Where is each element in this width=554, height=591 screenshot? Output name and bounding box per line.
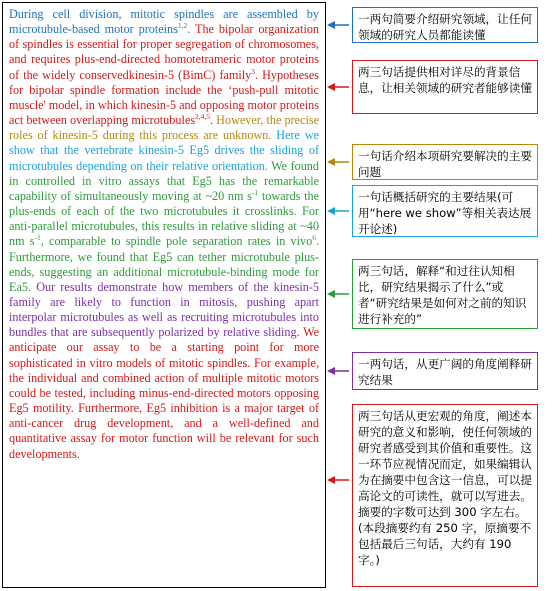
segment-comparison: We found in controlled in vitro assays that Eg5 has the remarkable capability of simultaneously moving at ~20 nm $s^{-1}$ towards the plus-ends of each of the two microtubules it crosslinks. For anti-parallel microtubules, this results in relative sliding at ~40 nm $s^{-1}$, comparable to spindle pole separation rates in vivo$^6$. Furthermore, we found that Eg5 can tether microtubule plus-ends, suggesting an additional microtubule-binding mode for Ea5. bbox=[9, 158, 319, 294]
segment-problem: However, the precise roles of kinesin-5 during this process are unknown. bbox=[9, 113, 320, 143]
segment-main-result: Here we show that the vertebrate kinesin-5 Eg5 drives the sliding of microtubules depending on their relative orientation. bbox=[9, 128, 320, 173]
segment-field-intro: During cell division, mitotic spindles are assembled by microtubule-based motor proteins$^{1,2}$. bbox=[9, 7, 319, 37]
abstract-text-box bbox=[2, 2, 326, 588]
segment-significance: We anticipate our assay to be a starting point for more sophisticated in vitro models of mitotic spindles. For example, the individual and combined action of multiple mitotic motors could be tested, including minus-end-directed motors opposing Eg5 motility. Furthermore, Eg5 inhibition is a major target of anti-cancer drug development, and a well-defined and quantitative assay for motor function will be relevant for such developments. bbox=[9, 325, 319, 461]
note-problem: 一句话介绍本项研究要解决的主要问题 bbox=[352, 144, 538, 180]
segment-background: The bipolar organization of spindles is essential for proper segregation of chromosomes, and requires plus-end-directed homotetrameric motor proteins of the widely conservedkinesin-5 (BimC) family$^3$. Hypotheses for bipolar spindle formation include the ‘push-pull mitotic muscle' model, in which kinesin-5 and opposing motor proteins act between overlapping microtubules$^{2,4,5}$. bbox=[9, 22, 320, 128]
arrow-3 bbox=[327, 158, 349, 166]
segment-broader-context: Our results demonstrate how members of the kinesin-5 family are likely to function in mitosis, pushing apart interpolar microtubules as well as recruiting microtubules into bundles that are subsequently polarized by relative sliding. bbox=[9, 279, 319, 340]
note-significance: 两三句话从更宏观的角度，阐述本研究的意义和影响，使任何领域的研究者感受到其价值和重要性。这一环节应视情况而定，如果编辑认为在摘要中包含这一信息，可以提高论文的可读性，就可以写进去。摘要的字数可达到 300 字左右。(本段摘要约有 250 字，原摘要不包括最后三句话，大约有 190 字。) bbox=[352, 404, 538, 587]
note-field-intro: 一两句简要介绍研究领域，让任何领域的研究人员都能读懂 bbox=[352, 7, 538, 43]
arrow-1 bbox=[327, 21, 349, 29]
arrow-6 bbox=[327, 367, 349, 375]
note-broader-context: 一两句话，从更广阔的角度阐释研究结果 bbox=[352, 352, 538, 390]
note-background: 两三句话提供相对详尽的背景信息，让相关领域的研究者能够读懂 bbox=[352, 60, 538, 114]
arrow-7 bbox=[327, 476, 349, 484]
arrow-5 bbox=[327, 290, 349, 298]
arrow-4 bbox=[327, 207, 349, 215]
note-comparison: 两三句话，解释“和过往认知相比，研究结果揭示了什么”或者“研究结果是如何对之前的知识进行补充的” bbox=[352, 259, 538, 329]
note-main-result: 一句话概括研究的主要结果(可用“here we show”等相关表达展开论述) bbox=[352, 185, 538, 237]
arrow-2 bbox=[327, 83, 349, 91]
